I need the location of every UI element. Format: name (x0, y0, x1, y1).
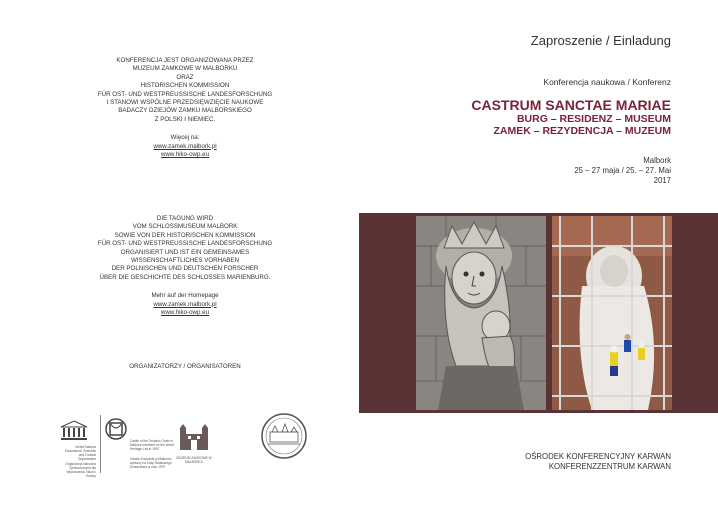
text-line: DER POLNISCHEN UND DEUTSCHEN FORSCHER (111, 265, 259, 273)
organizer-logos (60, 412, 330, 478)
link-hiko-owp[interactable]: www.hiko-owp.eu (160, 309, 210, 317)
commission-seal-icon (260, 412, 308, 465)
invitation-title: Zaproszenie / Einladung (530, 33, 671, 48)
venue-footer (525, 452, 671, 472)
text-line: KONFERENCJA JEST ORGANIZOWANA PRZEZ (116, 57, 254, 64)
world-heritage-icon (104, 417, 128, 446)
event-city: Malbork (643, 156, 671, 165)
conference-title (471, 97, 671, 137)
conference-type: Konferencja naukowa / Konferenz (543, 77, 671, 87)
heritage-caption: Castle of the Teutonic Order in Malbork inscribed on the World Heritage List in 1997 (130, 439, 174, 451)
text-line: I STANOWI WSPÓLNE PRZEDSIĘWZIĘCIE NAUKOWE (106, 99, 264, 107)
text-line: ORGANISIERT UND IST EIN GEMEINSAMES (120, 248, 250, 256)
title-line-2: BURG – RESIDENZ – MUSEUM (516, 113, 671, 125)
link-zamek-malbork[interactable]: www.zamek.malbork.pl (153, 300, 217, 308)
text-line: SOWIE VON DER HISTORISCHEN KOMMISSION (114, 231, 256, 239)
photo-strip (359, 213, 718, 413)
text-line: FÜR OST- UND WESTPREUSSISCHE LANDESFORSCHUNG (97, 90, 273, 98)
museum-caption: MUZEUM ZAMKOWE W MALBORKU (176, 456, 212, 464)
event-year: 2017 (653, 176, 671, 185)
text-line: DIE TAGUNG WIRD (156, 215, 214, 222)
link-hiko-owp[interactable]: www.hiko-owp.eu (160, 151, 210, 159)
event-place-date (574, 156, 671, 186)
text-line: BADACZY DZIEJÓW ZAMKU MALBORSKIEGO (118, 107, 252, 115)
text-line: VOM SCHLOSSMUSEUM MALBORK (132, 223, 238, 231)
text-line: ÜBER DIE GESCHICHTE DES SCHLOSSES MARIENBURG. (99, 273, 271, 281)
scaffolding-restoration-photo (552, 216, 672, 410)
castle-museum-logo-icon (178, 424, 210, 459)
unesco-caption-pl: Organizacja Narodów Zjednoczonych dla Wychowania, Nauki i Kultury (65, 462, 96, 478)
venue-name-pl: OŚRODEK KONFERENCYJNY KARWAN (525, 452, 671, 461)
text-line: FÜR OST- UND WESTPREUSSISCHE LANDESFORSCHUNG (97, 240, 273, 248)
text-line: ORAZ (176, 73, 194, 81)
more-info-label: Więcej na: (170, 134, 200, 142)
text-line: Z POLSKI I NIEMIEC. (154, 115, 216, 123)
event-dates: 25 – 27 maja / 25. – 27. Mai (574, 166, 671, 175)
madonna-sculpture-photo (416, 216, 546, 410)
text-line: WISSENSCHAFTLICHES VORHABEN (131, 257, 239, 265)
logo-divider (100, 415, 101, 473)
unesco-logo-icon (60, 420, 90, 447)
link-zamek-malbork[interactable]: www.zamek.malbork.pl (153, 142, 217, 150)
text-line: MUZEUM ZAMKOWE W MALBORKU (132, 65, 238, 73)
title-line-3: ZAMEK – REZYDENCJA – MUZEUM (493, 125, 671, 137)
organizer-info-pl (40, 57, 330, 159)
venue-name-de: KONFERENZZENTRUM KARWAN (548, 462, 671, 471)
heritage-caption-pl: Zamek Krzyżacki w Malborku wpisany na Listę Światowego Dziedzictwa w roku 1997 (130, 457, 172, 469)
right-panel (359, 0, 718, 508)
organizers-title: ORGANIZATORZY / ORGANISATOREN (129, 363, 241, 370)
more-info-label: Mehr auf der Homepage (151, 292, 219, 300)
unesco-caption: United Nations Educational, Scientific and Cultural Organization (64, 445, 96, 461)
text-line: HISTORISCHEN KOMMISSION (140, 82, 230, 90)
title-line-1: CASTRUM SANCTAE MARIAE (471, 97, 671, 113)
organizer-info-de (40, 215, 330, 317)
